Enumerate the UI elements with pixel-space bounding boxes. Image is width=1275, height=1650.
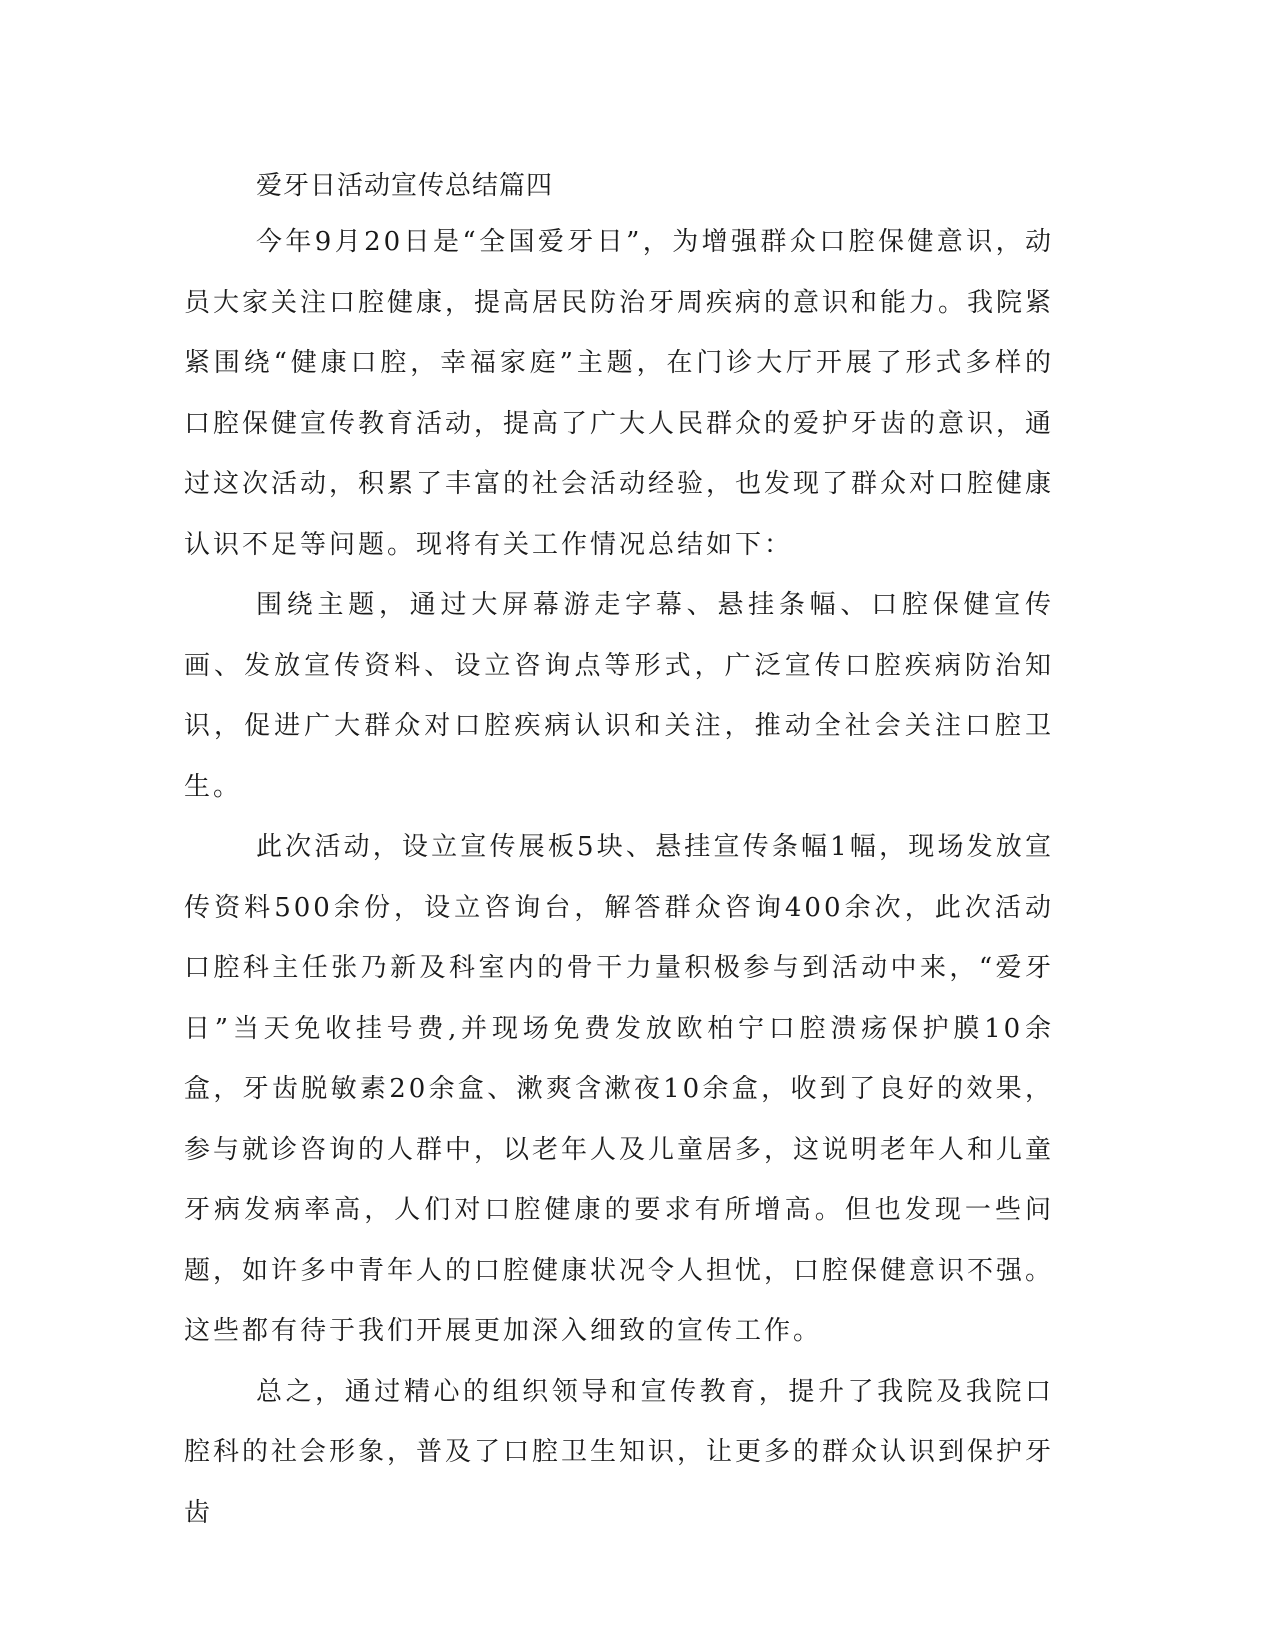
paragraph-activity: 此次活动，设立宣传展板5块、悬挂宣传条幅1幅，现场发放宣传资料500余份，设立咨询台，解答群众咨询400余次，此次活动口腔科主任张乃新及科室内的骨干力量积极参与到活动中来，“爱牙日”当天免收挂号费,并现场免费发放欧柏宁口腔溃疡保护膜10余盒，牙齿脱敏素20余盒、漱爽含漱夜10余盒，收到了良好的效果，参与就诊咨询的人群中，以老年人及儿童居多，这说明老年人和儿童牙病发病率高，人们对口腔健康的要求有所增高。但也发现一些问题，如许多中青年人的口腔健康状况令人担忧，口腔保健意识不强。这些都有待于我们开展更加深入细致的宣传工作。: [184, 832, 1055, 1346]
page-title: 爱牙日活动宣传总结篇四: [256, 171, 554, 201]
paragraph-theme: 围绕主题，通过大屏幕游走字幕、悬挂条幅、口腔保健宣传画、发放宣传资料、设立咨询点等形式，广泛宣传口腔疾病防治知识，促进广大群众对口腔疾病认识和关注，推动全社会关注口腔卫生。: [184, 590, 1054, 802]
paragraph-conclusion: 总之，通过精心的组织领导和宣传教育，提升了我院及我院口腔科的社会形象，普及了口腔卫生知识，让更多的群众认识到保护牙齿: [184, 1376, 1055, 1528]
paragraph-intro: 今年9月20日是“全国爱牙日”，为增强群众口腔保健意识，动员大家关注口腔健康，提高居民防治牙周疾病的意识和能力。我院紧紧围绕“健康口腔，幸福家庭”主题，在门诊大厅开展了形式多样的口腔保健宣传教育活动，提高了广大人民群众的爱护牙齿的意识，通过这次活动，积累了丰富的社会活动经验，也发现了群众对口腔健康认识不足等问题。现将有关工作情况总结如下：: [184, 227, 1055, 560]
document-body: [184, 160, 1054, 1543]
